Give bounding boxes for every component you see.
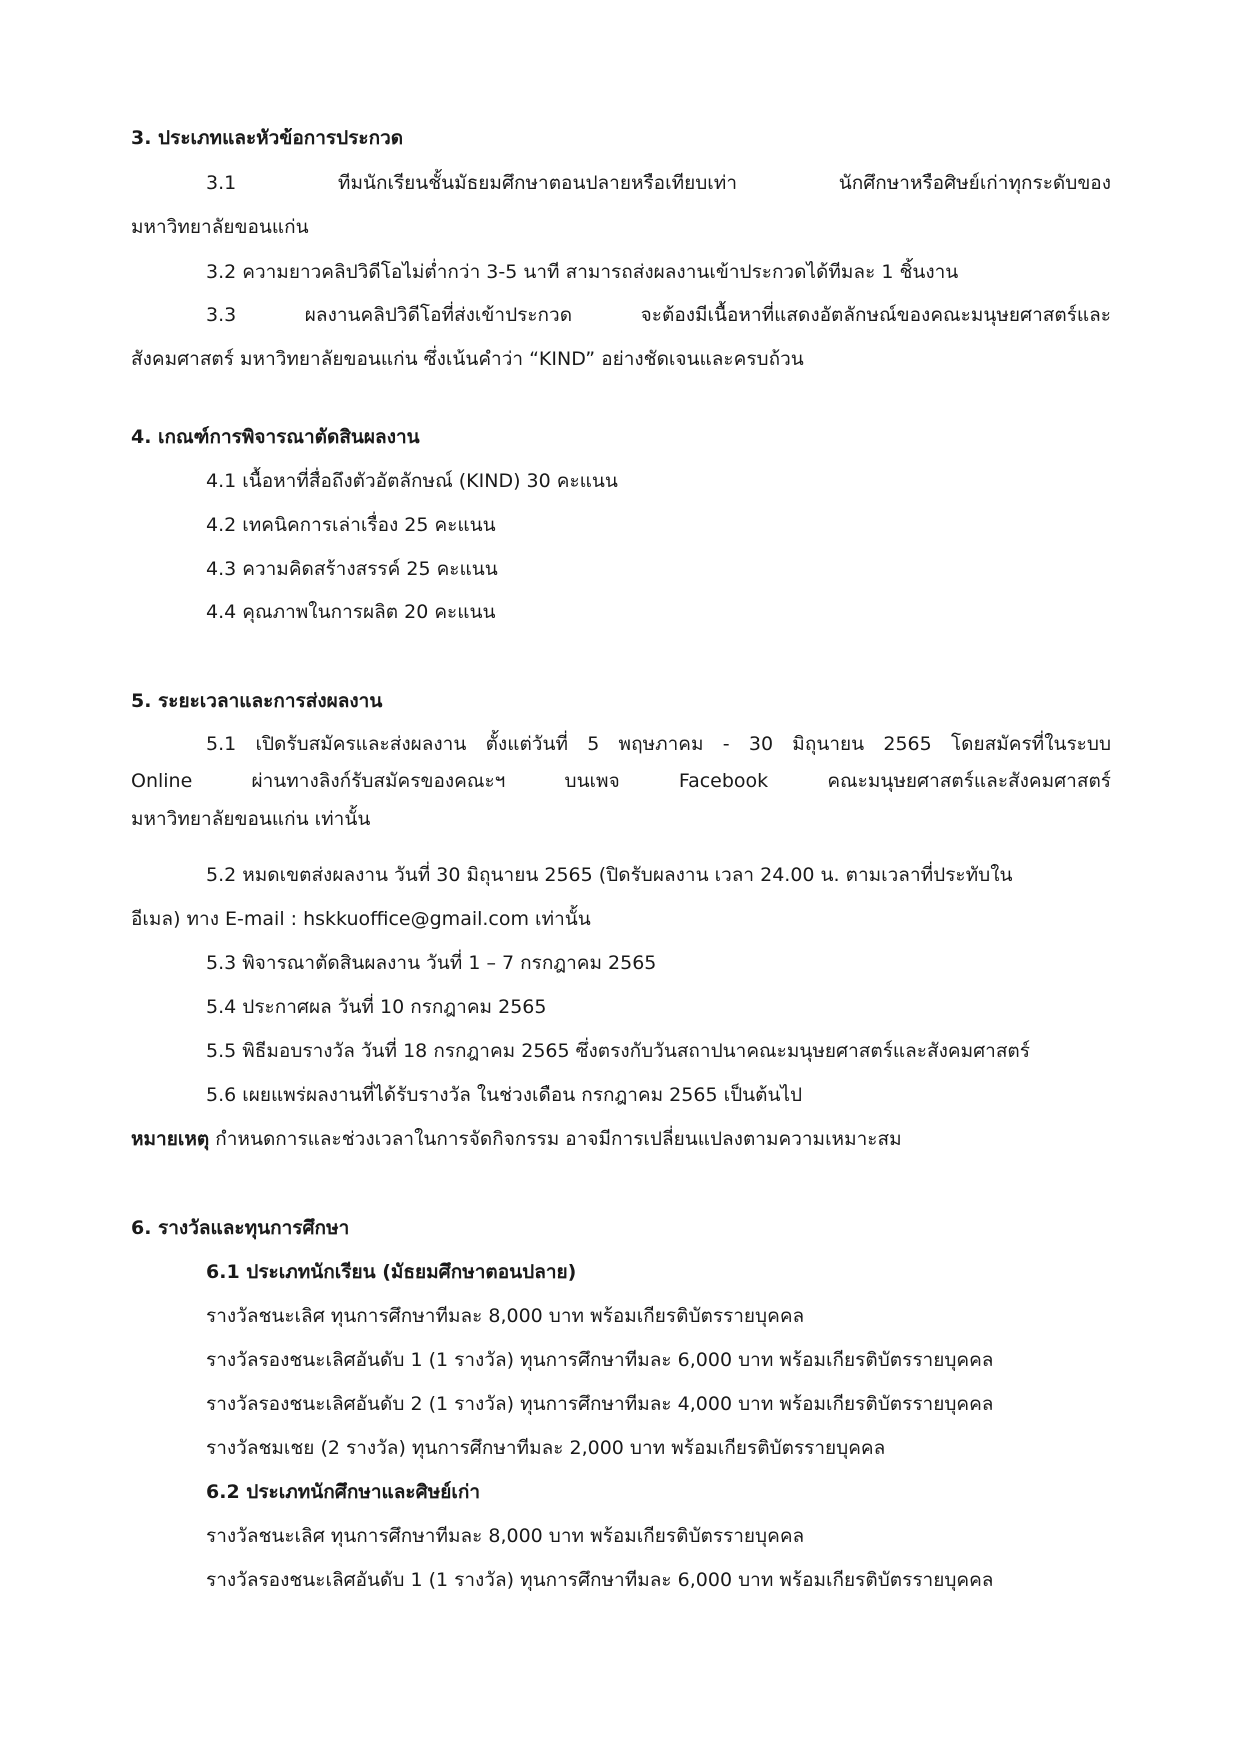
section-5-1-line-3: มหาวิทยาลัยขอนแก่น เท่านั้น xyxy=(131,808,371,830)
section-6-2-heading: 6.2 ประเภทนักศึกษาและศิษย์เก่า xyxy=(206,1481,481,1503)
section-6-heading: 6. รางวัลและทุนการศึกษา xyxy=(131,1217,350,1239)
section-5-1-line-1: 5.1 เปิดรับสมัครและส่งผลงาน ตั้งแต่วันที่ 5 พฤษภาคม - 30 มิถุนายน 2565 โดยสมัครที่ในระบบ xyxy=(206,733,1111,755)
section-3-3-line-1: 3.3 ผลงานคลิปวิดีโอที่ส่งเข้าประกวด จะต้องมีเนื้อหาที่แสดงอัตลักษณ์ของคณะมนุษยศาสตร์และ xyxy=(206,304,1111,326)
section-4-heading: 4. เกณฑ์การพิจารณาตัดสินผลงาน xyxy=(131,426,420,448)
prize-item: รางวัลรองชนะเลิศอันดับ 1 (1 รางวัล) ทุนการศึกษาทีมละ 6,000 บาท พร้อมเกียรติบัตรรายบุคคล xyxy=(206,1569,994,1591)
prize-item: รางวัลชมเชย (2 รางวัล) ทุนการศึกษาทีมละ 2,000 บาท พร้อมเกียรติบัตรรายบุคคล xyxy=(206,1437,886,1459)
section-5-4: 5.4 ประกาศผล วันที่ 10 กรกฎาคม 2565 xyxy=(206,996,547,1018)
section-5-3: 5.3 พิจารณาตัดสินผลงาน วันที่ 1 – 7 กรกฎาคม 2565 xyxy=(206,952,657,974)
note-label: หมายเหตุ xyxy=(131,1128,210,1150)
section-5-heading: 5. ระยะเวลาและการส่งผลงาน xyxy=(131,690,383,712)
section-5-1-line-2: Online ผ่านทางลิงก์รับสมัครของคณะฯ บนเพจ Facebook คณะมนุษยศาสตร์และสังคมศาสตร์ xyxy=(131,770,1111,792)
criteria-item: 4.2 เทคนิคการเล่าเรื่อง 25 คะแนน xyxy=(206,514,496,536)
prize-item: รางวัลรองชนะเลิศอันดับ 2 (1 รางวัล) ทุนการศึกษาทีมละ 4,000 บาท พร้อมเกียรติบัตรรายบุคคล xyxy=(206,1393,994,1415)
prize-item: รางวัลรองชนะเลิศอันดับ 1 (1 รางวัล) ทุนการศึกษาทีมละ 6,000 บาท พร้อมเกียรติบัตรรายบุคคล xyxy=(206,1349,994,1371)
section-6-1-heading: 6.1 ประเภทนักเรียน (มัธยมศึกษาตอนปลาย) xyxy=(206,1261,577,1283)
section-3-heading: 3. ประเภทและหัวข้อการประกวด xyxy=(131,127,404,149)
criteria-item: 4.1 เนื้อหาที่สื่อถึงตัวอัตลักษณ์ (KIND) 30 คะแนน xyxy=(206,470,618,492)
section-3-1-line-1: 3.1 ทีมนักเรียนชั้นมัธยมศึกษาตอนปลายหรือเทียบเท่า นักศึกษาหรือศิษย์เก่าทุกระดับของ xyxy=(206,172,1111,194)
section-3-3-line-2: สังคมศาสตร์ มหาวิทยาลัยขอนแก่น ซึ่งเน้นคำว่า “KIND” อย่างชัดเจนและครบถ้วน xyxy=(131,348,804,370)
section-3-1-line-2: มหาวิทยาลัยขอนแก่น xyxy=(131,216,309,238)
section-3-2: 3.2 ความยาวคลิปวิดีโอไม่ต่ำกว่า 3-5 นาที สามารถส่งผลงานเข้าประกวดได้ทีมละ 1 ชิ้นงาน xyxy=(206,261,959,283)
prize-item: รางวัลชนะเลิศ ทุนการศึกษาทีมละ 8,000 บาท พร้อมเกียรติบัตรรายบุคคล xyxy=(206,1305,805,1327)
section-5-note xyxy=(131,1126,902,1152)
criteria-item: 4.4 คุณภาพในการผลิต 20 คะแนน xyxy=(206,601,496,623)
note-text: กำหนดการและช่วงเวลาในการจัดกิจกรรม อาจมีการเปลี่ยนแปลงตามความเหมาะสม xyxy=(209,1128,902,1150)
section-5-6: 5.6 เผยแพร่ผลงานที่ได้รับรางวัล ในช่วงเดือน กรกฎาคม 2565 เป็นต้นไป xyxy=(206,1084,803,1106)
section-5-5: 5.5 พิธีมอบรางวัล วันที่ 18 กรกฎาคม 2565 ซึ่งตรงกับวันสถาปนาคณะมนุษยศาสตร์และสังคมศาสตร์ xyxy=(206,1040,1030,1062)
prize-item: รางวัลชนะเลิศ ทุนการศึกษาทีมละ 8,000 บาท พร้อมเกียรติบัตรรายบุคคล xyxy=(206,1525,805,1547)
criteria-item: 4.3 ความคิดสร้างสรรค์ 25 คะแนน xyxy=(206,558,498,580)
section-5-2-line-1: 5.2 หมดเขตส่งผลงาน วันที่ 30 มิถุนายน 2565 (ปิดรับผลงาน เวลา 24.00 น. ตามเวลาที่ประทับใน xyxy=(206,864,1013,886)
section-5-2-line-2: อีเมล) ทาง E-mail : hskkuoffice@gmail.com เท่านั้น xyxy=(131,908,591,930)
